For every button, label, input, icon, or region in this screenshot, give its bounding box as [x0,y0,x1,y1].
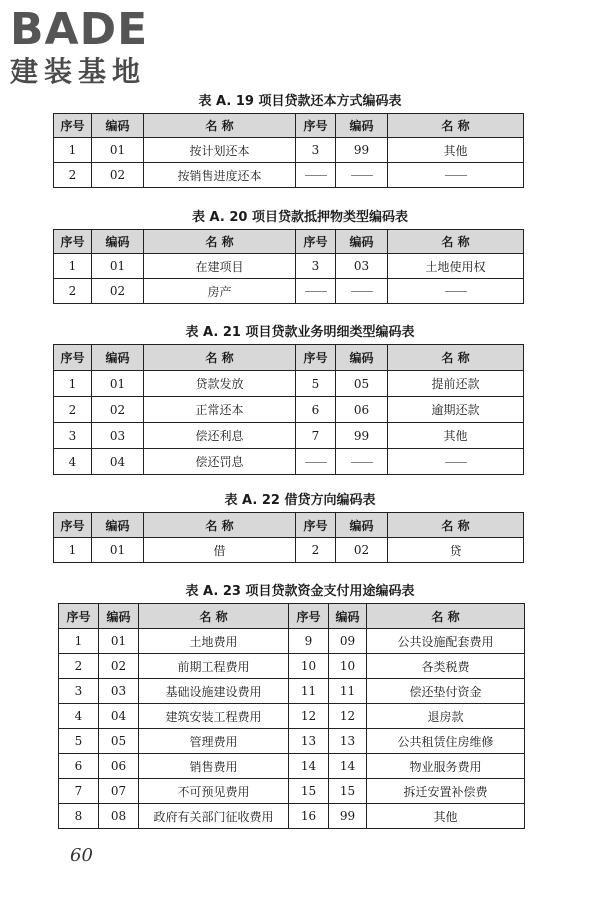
cell: 12 [329,704,367,729]
cell: 07 [99,779,139,804]
cell: 06 [336,397,388,423]
cell: 公共租赁住房维修 [367,729,525,754]
table-a21 [53,344,524,475]
cell: 04 [92,449,144,475]
table-row [54,371,524,397]
header-seq: 序号 [54,114,92,138]
cell: 房产 [144,279,296,304]
cell: 2 [296,538,336,563]
header-code: 编码 [336,230,388,254]
cell: 提前还款 [388,371,524,397]
cell: 2 [54,163,92,188]
cell: 99 [329,804,367,829]
table-row [59,679,525,704]
cell: 03 [99,679,139,704]
cell: 03 [336,254,388,279]
header-seq: 序号 [54,513,92,538]
cell: 02 [92,397,144,423]
cell: 正常还本 [144,397,296,423]
cell: —— [388,279,524,304]
cell: —— [296,279,336,304]
cell: 99 [336,138,388,163]
table-header-row [54,230,524,254]
cell: 01 [99,629,139,654]
header-code: 编码 [336,114,388,138]
cell: 01 [92,371,144,397]
cell: 6 [59,754,99,779]
caption-a19: 表 A. 19 项目贷款还本方式编码表 [198,94,402,109]
table-header-row [54,345,524,371]
cell: 14 [329,754,367,779]
cell: 物业服务费用 [367,754,525,779]
cell: 01 [92,538,144,563]
cell: 02 [336,538,388,563]
cell: 1 [54,538,92,563]
cell: 其他 [367,804,525,829]
cell: 建筑安装工程费用 [139,704,289,729]
cell: 04 [99,704,139,729]
cell: 各类税费 [367,654,525,679]
cell: 1 [54,371,92,397]
table-a20 [53,229,524,304]
cell: 在建项目 [144,254,296,279]
header-name: 名 称 [388,230,524,254]
header-seq: 序号 [289,604,329,629]
cell: 2 [54,279,92,304]
cell: 05 [99,729,139,754]
table-row [54,449,524,475]
cell: —— [296,163,336,188]
table-row [54,163,524,188]
cell: —— [388,163,524,188]
logo-text: BADE [10,4,149,55]
cell: 7 [59,779,99,804]
header-name: 名 称 [388,513,524,538]
logo-subtitle: 建装基地 [10,55,147,88]
table-row [54,279,524,304]
cell: 05 [336,371,388,397]
cell: —— [336,163,388,188]
cell: 其他 [388,423,524,449]
caption-a21: 表 A. 21 项目贷款业务明细类型编码表 [185,325,415,340]
table-row [59,754,525,779]
table-row [59,654,525,679]
cell: 3 [296,138,336,163]
cell: 借 [144,538,296,563]
cell: 2 [59,654,99,679]
cell: 10 [329,654,367,679]
table-header-row [54,513,524,538]
table-a23 [58,603,525,829]
cell: 公共设施配套费用 [367,629,525,654]
header-code: 编码 [336,513,388,538]
cell: 99 [336,423,388,449]
cell: 3 [54,423,92,449]
header-seq: 序号 [296,345,336,371]
cell: 贷款发放 [144,371,296,397]
cell: 退房款 [367,704,525,729]
cell: 11 [289,679,329,704]
cell: 其他 [388,138,524,163]
header-seq: 序号 [54,345,92,371]
cell: 16 [289,804,329,829]
cell: —— [336,449,388,475]
header-seq: 序号 [59,604,99,629]
cell: 03 [92,423,144,449]
header-name: 名 称 [144,345,296,371]
cell: 6 [296,397,336,423]
header-name: 名 称 [388,114,524,138]
caption-a23: 表 A. 23 项目贷款资金支付用途编码表 [185,584,415,599]
table-row [59,629,525,654]
cell: 06 [99,754,139,779]
header-name: 名 称 [144,230,296,254]
caption-a20: 表 A. 20 项目贷款抵押物类型编码表 [192,210,408,225]
cell: 土地使用权 [388,254,524,279]
table-row [59,804,525,829]
cell: 偿还垫付资金 [367,679,525,704]
cell: 3 [296,254,336,279]
caption-a22: 表 A. 22 借贷方向编码表 [224,493,376,508]
header-code: 编码 [99,604,139,629]
bade-logo [10,6,148,88]
cell: 销售费用 [139,754,289,779]
table-row [59,729,525,754]
cell: —— [336,279,388,304]
header-code: 编码 [92,345,144,371]
cell: 按销售进度还本 [144,163,296,188]
table-row [54,423,524,449]
table-row [59,779,525,804]
table-row [54,254,524,279]
cell: 按计划还本 [144,138,296,163]
cell: 偿还利息 [144,423,296,449]
cell: 02 [92,163,144,188]
cell: 14 [289,754,329,779]
cell: 偿还罚息 [144,449,296,475]
cell: 1 [54,254,92,279]
cell: 政府有关部门征收费用 [139,804,289,829]
header-name: 名 称 [367,604,525,629]
page-number: 60 [70,845,93,866]
cell: 08 [99,804,139,829]
header-code: 编码 [92,230,144,254]
header-code: 编码 [92,513,144,538]
header-name: 名 称 [139,604,289,629]
header-name: 名 称 [144,513,296,538]
cell: 5 [296,371,336,397]
cell: 基础设施建设费用 [139,679,289,704]
table-row [54,138,524,163]
cell: 1 [54,138,92,163]
cell: 02 [92,279,144,304]
cell: —— [296,449,336,475]
cell: 13 [329,729,367,754]
cell: 9 [289,629,329,654]
table-a22 [53,512,524,563]
cell: 11 [329,679,367,704]
cell: 1 [59,629,99,654]
cell: 15 [329,779,367,804]
header-code: 编码 [92,114,144,138]
header-name: 名 称 [144,114,296,138]
cell: 前期工程费用 [139,654,289,679]
cell: 4 [54,449,92,475]
cell: 2 [54,397,92,423]
cell: 02 [99,654,139,679]
cell: 土地费用 [139,629,289,654]
table-row [54,397,524,423]
cell: 8 [59,804,99,829]
cell: 5 [59,729,99,754]
table-header-row [59,604,525,629]
cell: 09 [329,629,367,654]
table-a19 [53,113,524,188]
table-header-row [54,114,524,138]
header-seq: 序号 [54,230,92,254]
cell: 不可预见费用 [139,779,289,804]
header-seq: 序号 [296,114,336,138]
header-seq: 序号 [296,513,336,538]
cell: —— [388,449,524,475]
cell: 拆迁安置补偿费 [367,779,525,804]
cell: 7 [296,423,336,449]
table-row [54,538,524,563]
cell: 01 [92,254,144,279]
cell: 10 [289,654,329,679]
cell: 逾期还款 [388,397,524,423]
header-seq: 序号 [296,230,336,254]
cell: 13 [289,729,329,754]
cell: 3 [59,679,99,704]
header-name: 名 称 [388,345,524,371]
cell: 贷 [388,538,524,563]
header-code: 编码 [329,604,367,629]
cell: 15 [289,779,329,804]
cell: 4 [59,704,99,729]
header-code: 编码 [336,345,388,371]
cell: 管理费用 [139,729,289,754]
cell: 01 [92,138,144,163]
table-row [59,704,525,729]
cell: 12 [289,704,329,729]
